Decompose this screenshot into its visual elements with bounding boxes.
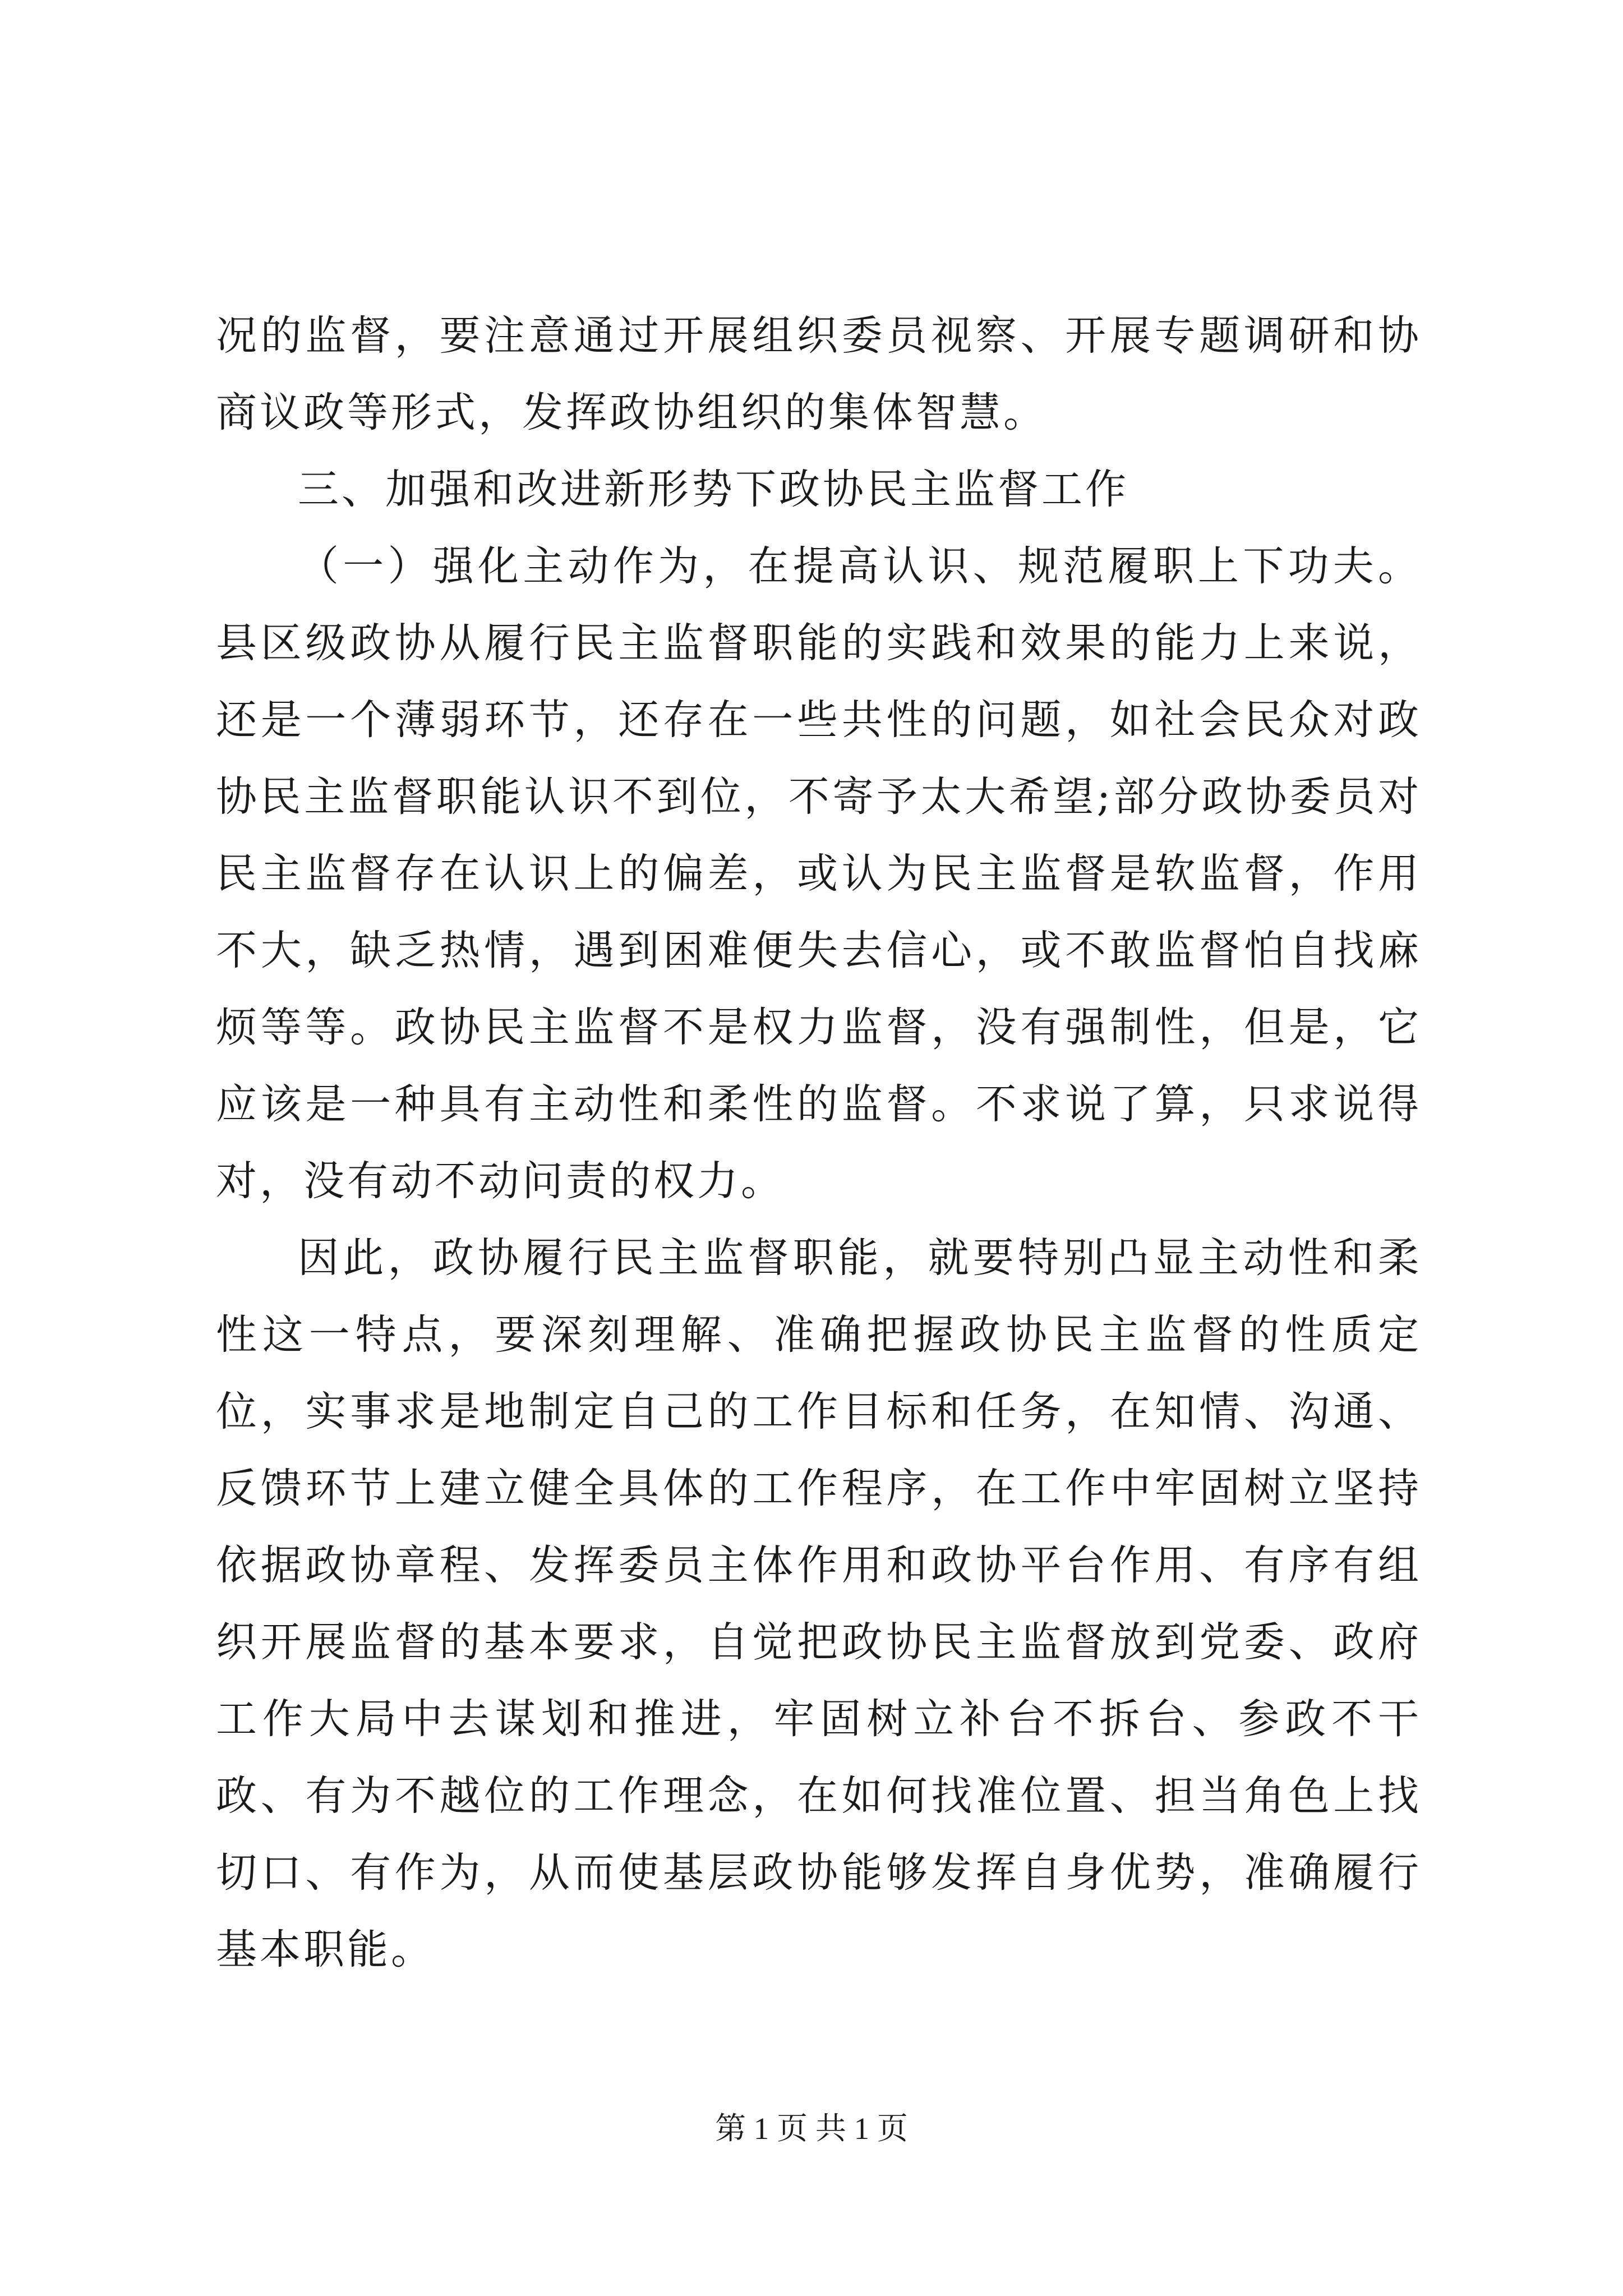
section-heading: 三、加强和改进新形势下政协民主监督工作 bbox=[298, 466, 1129, 513]
paragraph-therefore: 因此，政协履行民主监督职能，就要特别凸显主动性和柔性这一特点，要深刻理解、准确把握政协民主监督的性质定位，实事求是地制定自己的工作目标和任务，在知情、沟通、反馈环节上建立健全具体的工作程序，在工作中牢固树立坚持依据政协章程、发挥委员主体作用和政协平台作用、有序有组织开展监督的基本要求，自觉把政协民主监督放到党委、政府工作大局中去谋划和推进，牢固树立补台不拆台、参政不干政、有为不越位的工作理念，在如何找准位置、担当角色上找切口、有作为，从而使基层政协能够发挥自身优势，准确履行基本职能。 bbox=[216, 1234, 1422, 1973]
paragraph-subsection-one: （一）强化主动作为，在提高认识、规范履职上下功夫。县区级政协从履行民主监督职能的实践和效果的能力上来说，还是一个薄弱环节，还存在一些共性的问题，如社会民众对政协民主监督职能认识不到位，不寄予太大希望;部分政协委员对民主监督存在认识上的偏差，或认为民主监督是软监督，作用不大，缺乏热情，遇到困难便失去信心，或不敢监督怕自找麻烦等等。政协民主监督不是权力监督，没有强制性，但是，它应该是一种具有主动性和柔性的监督。不求说了算，只求说得对，没有动不动问责的权力。 bbox=[216, 542, 1422, 1205]
page-number-indicator: 第 1 页 共 1 页 bbox=[715, 2111, 908, 2146]
document-body bbox=[216, 297, 1422, 1988]
page-footer bbox=[0, 2109, 1623, 2148]
paragraph-continuation: 况的监督，要注意通过开展组织委员视察、开展专题调研和协商议政等形式，发挥政协组织的集体智慧。 bbox=[216, 312, 1422, 436]
